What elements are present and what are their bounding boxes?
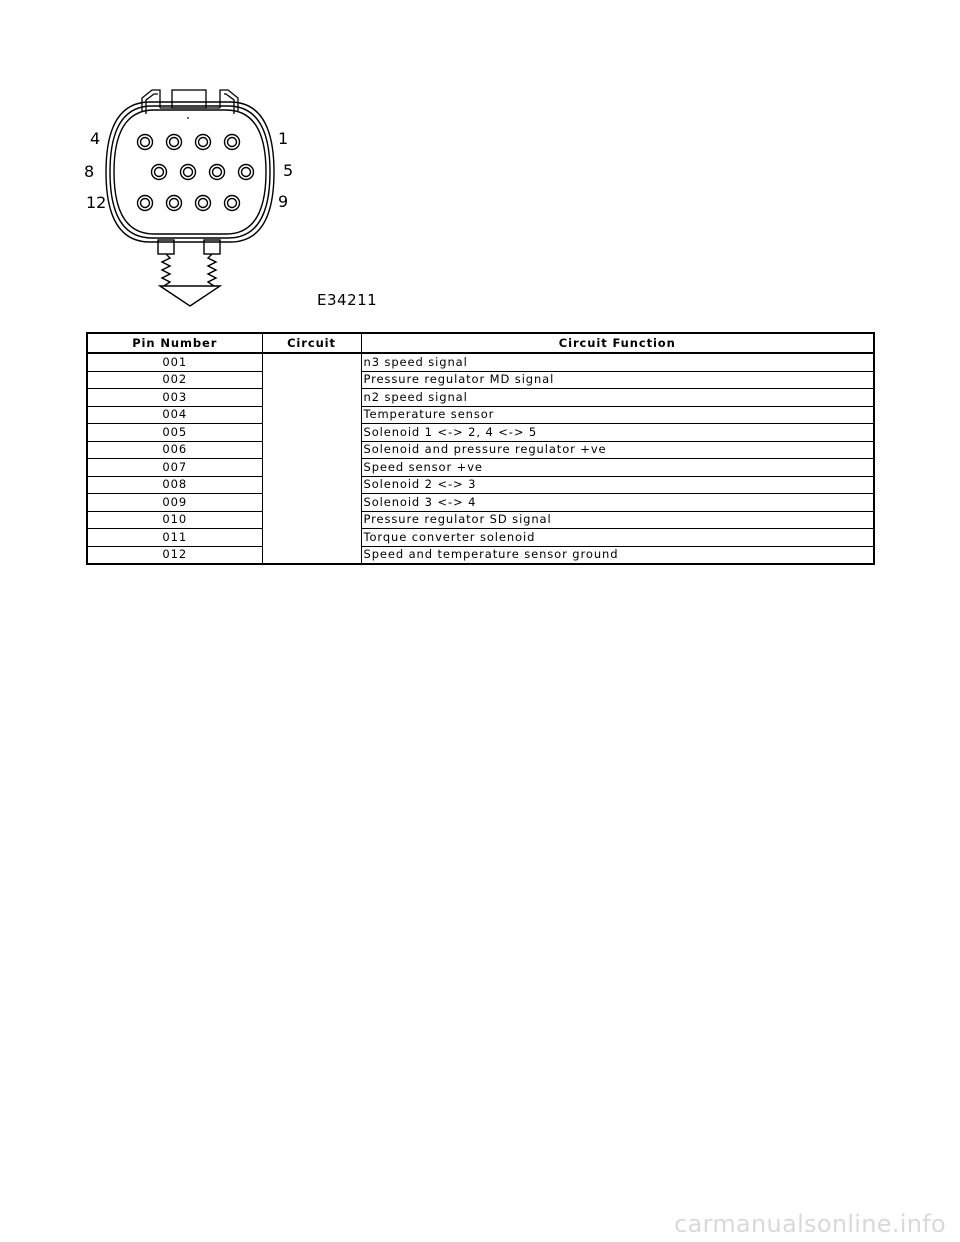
- pin-cell: 009: [87, 494, 262, 512]
- header-circuit: Circuit: [262, 333, 361, 353]
- header-pin-number: Pin Number: [87, 333, 262, 353]
- function-cell: Solenoid and pressure regulator +ve: [361, 441, 874, 459]
- pin-cell: 006: [87, 441, 262, 459]
- table-row: [87, 511, 874, 529]
- table-row: [87, 546, 874, 564]
- pin-label-4: 4: [90, 129, 101, 148]
- table-row: [87, 476, 874, 494]
- connector-diagram: [80, 80, 380, 315]
- connector-shell: [106, 102, 274, 242]
- function-cell: n2 speed signal: [361, 389, 874, 407]
- function-cell: Speed and temperature sensor ground: [361, 546, 874, 564]
- table-row: [87, 389, 874, 407]
- pin-cell: 004: [87, 406, 262, 424]
- header-circuit-function: Circuit Function: [361, 333, 874, 353]
- connector-pins: [138, 135, 254, 211]
- function-cell: Solenoid 3 <-> 4: [361, 494, 874, 512]
- pin-cell: 002: [87, 371, 262, 389]
- function-cell: Pressure regulator SD signal: [361, 511, 874, 529]
- table-row: [87, 371, 874, 389]
- connector-dot: [187, 117, 189, 119]
- table-row: [87, 353, 874, 371]
- pin-label-9: 9: [278, 192, 289, 211]
- pin-cell: 012: [87, 546, 262, 564]
- table-row: [87, 441, 874, 459]
- circuit-cell: [262, 353, 361, 564]
- table-row: [87, 529, 874, 547]
- pin-function-table: [86, 332, 875, 565]
- connector-face-illustration: [80, 80, 380, 315]
- table-row: [87, 494, 874, 512]
- function-cell: Solenoid 2 <-> 3: [361, 476, 874, 494]
- pin-cell: 005: [87, 424, 262, 442]
- site-watermark: carmanualsonline.info: [674, 1210, 946, 1238]
- table-row: [87, 459, 874, 477]
- pin-label-1: 1: [278, 129, 289, 148]
- function-cell: Torque converter solenoid: [361, 529, 874, 547]
- function-cell: Pressure regulator MD signal: [361, 371, 874, 389]
- figure-code: E34211: [317, 291, 378, 309]
- pin-cell: 001: [87, 353, 262, 371]
- function-cell: Solenoid 1 <-> 2, 4 <-> 5: [361, 424, 874, 442]
- pin-cell: 003: [87, 389, 262, 407]
- pin-label-12: 12: [86, 193, 107, 212]
- function-cell: Temperature sensor: [361, 406, 874, 424]
- function-cell: Speed sensor +ve: [361, 459, 874, 477]
- pin-cell: 007: [87, 459, 262, 477]
- pin-label-8: 8: [84, 162, 95, 181]
- pin-cell: 011: [87, 529, 262, 547]
- table-row: [87, 406, 874, 424]
- pin-label-5: 5: [283, 161, 294, 180]
- table-header-row: [87, 333, 874, 353]
- pin-cell: 008: [87, 476, 262, 494]
- pin-cell: 010: [87, 511, 262, 529]
- function-cell: n3 speed signal: [361, 353, 874, 371]
- table-row: [87, 424, 874, 442]
- connector-cable: [158, 240, 220, 306]
